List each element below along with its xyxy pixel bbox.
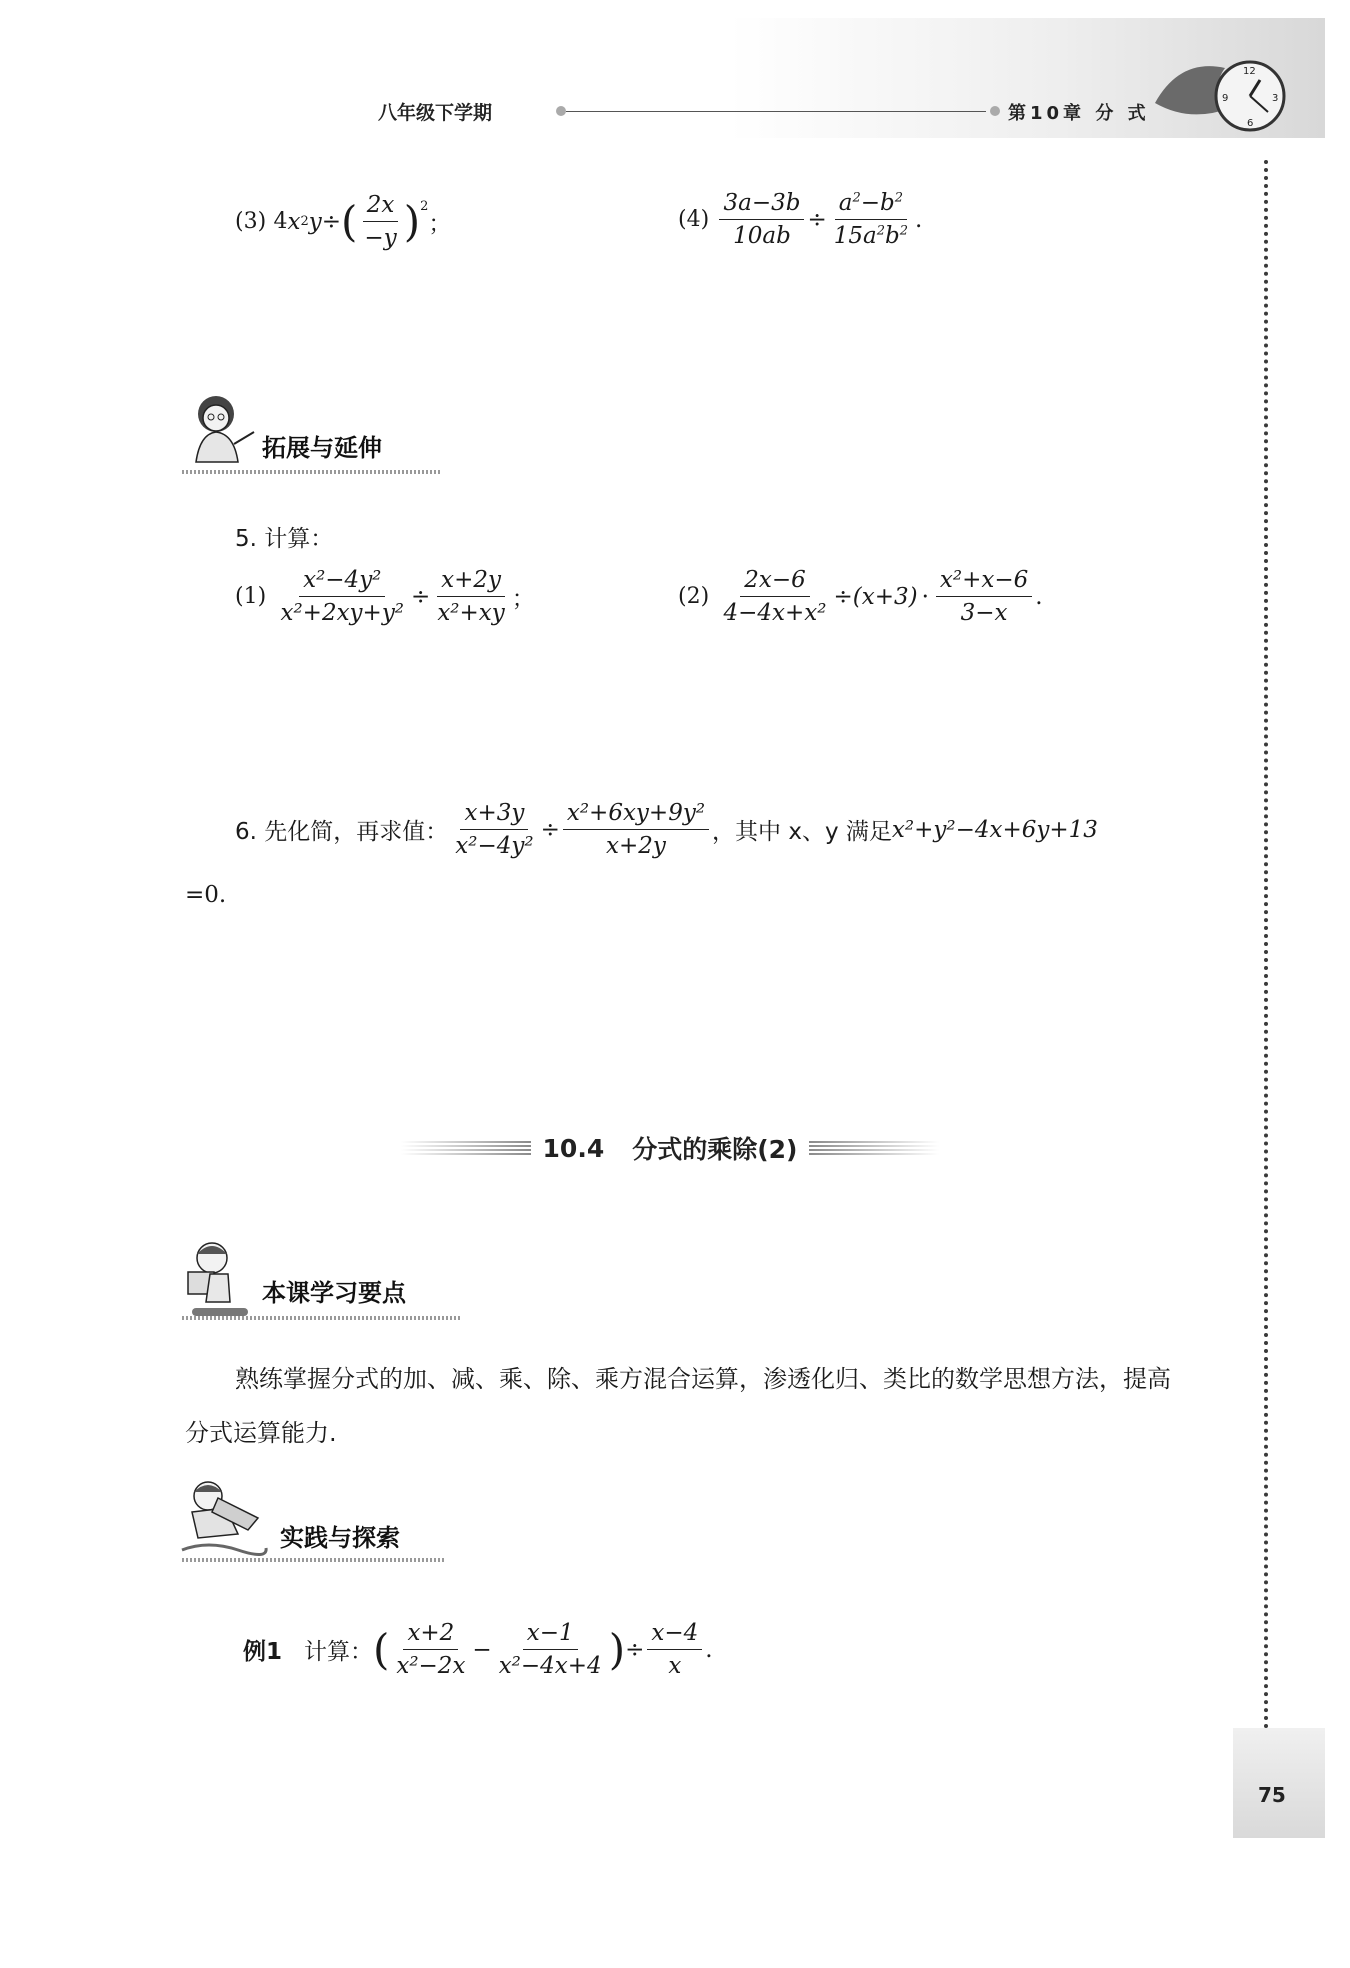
header-right-title: 第10章 分 式 — [1008, 103, 1150, 124]
example-1-minus: − — [472, 1636, 492, 1663]
problem-3-end: ； — [428, 211, 452, 237]
example-1-prefix: 计算： — [303, 1639, 373, 1665]
fraction-numerator: x−4 — [647, 1620, 702, 1650]
fraction-numerator — [835, 190, 907, 220]
problem-3 — [235, 192, 451, 251]
student-reading-character-icon — [180, 1238, 260, 1322]
num-a: a — [838, 190, 853, 216]
banner-points-title: 本课学习要点 — [262, 1279, 406, 1307]
den-a: 15a — [833, 223, 877, 249]
problem-3-paren-close: ) — [403, 196, 421, 246]
den-b: b — [885, 223, 900, 249]
fraction-denominator: 3−x — [960, 600, 1008, 626]
margin-dotted-line — [1264, 160, 1268, 1730]
q5-label: 5. 计算： — [235, 526, 334, 552]
fraction-denominator: x²+xy — [437, 600, 505, 626]
points-text-line2: 分式运算能力. — [185, 1419, 337, 1447]
fraction-numerator: x+2 — [403, 1620, 458, 1650]
num-exp: 2 — [852, 190, 861, 206]
clock-number-6: 6 — [1247, 118, 1254, 129]
fraction-numerator: x+2y — [437, 567, 505, 597]
fraction-denominator: x²−4y² — [455, 833, 534, 859]
banner-practice-underline — [182, 1558, 444, 1562]
example-1 — [243, 1620, 713, 1679]
header-rule — [566, 111, 986, 112]
section-heading-title: 分式的乘除(2) — [632, 1135, 798, 1164]
example-1-label: 例1 — [243, 1639, 283, 1665]
q5-2-fraction-2 — [936, 567, 1032, 626]
q5-part2 — [678, 567, 1043, 626]
clock-number-3: 3 — [1272, 93, 1279, 104]
q6-condition-text: ，其中 x、y 满足 — [712, 819, 892, 845]
fraction-numerator: 2x — [363, 192, 399, 222]
q5-1-label: (1) — [235, 584, 267, 609]
fraction-numerator: x−1 — [523, 1620, 578, 1650]
banner-extend-title: 拓展与延伸 — [262, 434, 382, 462]
banner-extend-underline — [182, 470, 440, 474]
page-number: 75 — [1258, 1783, 1286, 1807]
q5-1-end: ； — [511, 586, 535, 612]
header-left-title: 八年级下学期 — [378, 102, 493, 124]
q5-1-fraction-2 — [433, 567, 508, 626]
header-clock-emblem-icon — [1150, 48, 1300, 138]
problem-4-label: (4) — [678, 207, 710, 232]
example-1-paren-open: ( — [372, 1624, 390, 1674]
example-1-fraction-2 — [495, 1620, 606, 1679]
banner-practice-title: 实践与探索 — [280, 1524, 400, 1552]
fraction-numerator: x²+6xy+9y² — [563, 800, 709, 830]
header-rule-dot-left — [556, 106, 566, 116]
problem-4-fraction-2 — [830, 190, 912, 249]
clock-number-12: 12 — [1243, 66, 1256, 77]
problem-3-outer-exp: 2 — [420, 199, 429, 214]
problem-3-paren-open: ( — [341, 196, 358, 246]
q6-label: 6. 先化简，再求值： — [235, 819, 449, 845]
problem-3-var-x: x — [287, 208, 301, 235]
example-1-fraction-1 — [392, 1620, 469, 1679]
fraction-numerator: x²+x−6 — [936, 567, 1032, 597]
fraction-numerator: 2x−6 — [740, 567, 810, 597]
fraction-denominator: x²+2xy+y² — [280, 600, 405, 626]
clock-number-9: 9 — [1222, 93, 1229, 104]
problem-4-end: . — [915, 206, 923, 233]
problem-4 — [678, 190, 922, 249]
q6-condition-expr: x²+y²−4x+6y+13 — [891, 816, 1098, 843]
q5-2-end: . — [1035, 583, 1043, 610]
q6-condition-end: =0. — [185, 882, 227, 908]
q5-part1 — [235, 567, 535, 626]
fraction-denominator — [830, 220, 912, 249]
q5-2-middle-term: (x+3) — [852, 583, 918, 610]
den-exp-a: 2 — [876, 223, 886, 239]
section-heading-bar-left — [401, 1141, 531, 1155]
section-heading — [370, 1125, 970, 1171]
problem-3-coef: 4 — [273, 209, 288, 234]
banner-points-underline — [182, 1316, 462, 1320]
q5-1-fraction-1 — [276, 567, 408, 626]
den-exp-b: 2 — [899, 223, 909, 239]
problem-3-exp: 2 — [300, 214, 309, 229]
q5-2-op1: ÷ — [833, 583, 853, 610]
problem-3-fraction — [360, 192, 400, 251]
q6-op: ÷ — [540, 816, 560, 843]
q5-2-op2: · — [921, 583, 929, 610]
fraction-numerator: x²−4y² — [299, 567, 385, 597]
example-1-fraction-3 — [647, 1620, 702, 1679]
problem-4-op: ÷ — [807, 206, 827, 233]
fraction-denominator: 10ab — [733, 223, 791, 249]
q6 — [235, 800, 1098, 859]
problem-3-var-y: y — [308, 208, 322, 235]
problem-3-label: (3) — [235, 209, 267, 234]
q6-fraction-2 — [563, 800, 709, 859]
fraction-denominator: x+2y — [606, 833, 666, 859]
fraction-denominator: x — [668, 1653, 682, 1679]
q6-fraction-1 — [451, 800, 537, 859]
fraction-denominator: −y — [364, 225, 397, 251]
section-heading-bar-right — [809, 1141, 939, 1155]
q5-1-op: ÷ — [411, 583, 431, 610]
num-rest: −b — [860, 190, 895, 216]
student-surfing-character-icon — [178, 1478, 268, 1560]
example-1-op: ÷ — [625, 1636, 645, 1663]
section-heading-number: 10.4 — [542, 1133, 605, 1163]
fraction-numerator: x+3y — [460, 800, 528, 830]
example-1-end: . — [705, 1636, 713, 1663]
points-text-line1: 熟练掌握分式的加、减、乘、除、乘方混合运算，渗透化归、类比的数学思想方法，提高 — [235, 1365, 1171, 1393]
fraction-numerator: 3a−3b — [719, 190, 804, 220]
fraction-denominator: 4−4x+x² — [723, 600, 827, 626]
num-exp2: 2 — [894, 190, 904, 206]
header-rule-dot-right — [990, 106, 1000, 116]
problem-3-op: ÷ — [321, 208, 342, 235]
q5-2-label: (2) — [678, 584, 710, 609]
teacher-character-icon — [178, 392, 258, 470]
q5-2-fraction-1 — [719, 567, 830, 626]
problem-4-fraction-1 — [719, 190, 804, 249]
example-1-paren-close: ) — [608, 1624, 626, 1674]
fraction-denominator: x²−4x+4 — [498, 1653, 602, 1679]
fraction-denominator: x²−2x — [396, 1653, 466, 1679]
